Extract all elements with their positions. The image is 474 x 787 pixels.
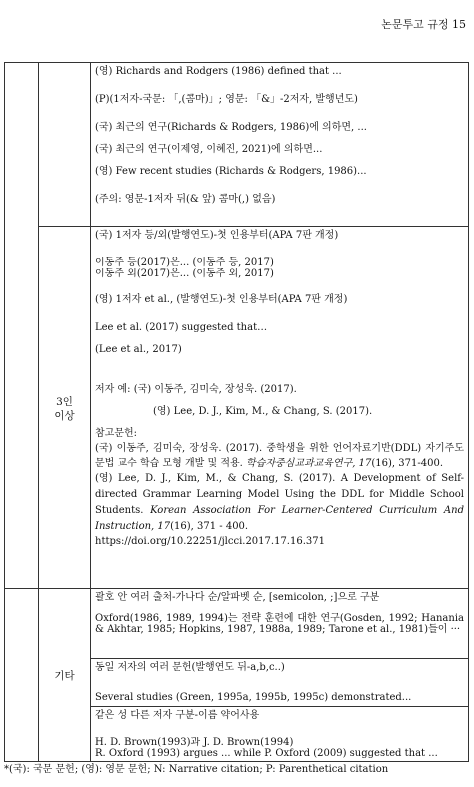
line: 괄호 안 여러 출처-가나다 순/알파벳 순, [semicolon, ;]으로 구분 xyxy=(95,592,380,603)
ref-pages: (16), 371-400. xyxy=(371,458,443,469)
line: 참고문헌: xyxy=(95,428,138,439)
doi-link[interactable]: https://doi.org/10.22251/jlcci.2017.17.16.371 xyxy=(95,536,325,547)
reference-korean xyxy=(95,441,464,471)
line: (국) 1저자 등/외(발행연도)-첫 인용부터(APA 7판 개정) xyxy=(95,230,339,241)
line: (영) Few recent studies (Richards & Rodgers, 1986)... xyxy=(95,166,367,177)
category-cell-three-plus xyxy=(39,227,91,589)
footnote: *(국): 국문 문헌; (영): 영문 문헌; N: Narrative citation; P: Parenthetical citation xyxy=(4,764,389,775)
ref-text: (영) Lee, D. J., Kim, M., & Chang, S. (2017). A Development of Self-directed Grammar Learning Model Using the DDL for Middle School Students. xyxy=(95,473,464,516)
table-row xyxy=(5,589,469,762)
reference-english xyxy=(95,471,464,535)
line: (주의: 영문-1저자 뒤(& 앞) 콤마(,) 없음) xyxy=(95,194,276,205)
ref-journal: Korean Association For Learner-Centered Curriculum And Instruction, 17 xyxy=(95,505,464,532)
content-cell-other xyxy=(91,589,469,762)
section-multiple-sources xyxy=(91,589,468,659)
line: (영) Richards and Rodgers (1986) defined that ... xyxy=(95,66,342,77)
line: Oxford(1986, 1989, 1994)는 전략 훈련에 대한 연구(Gosden, 1992; Hanania & Akhtar, 1985; Hopkins, 1987, 1988a, 1989; Tarone et al., 1981)들이 ··· xyxy=(95,613,464,635)
line: (영) Lee, D. J., Kim, M., & Chang, S. (2017). xyxy=(153,406,373,417)
line: 이동주 외(2017)은... (이동주 외, 2017) xyxy=(95,268,274,279)
line: Lee et al. (2017) suggested that… xyxy=(95,322,268,333)
line: 저자 예: (국) 이동주, 김미숙, 장성욱. (2017). xyxy=(95,384,297,395)
line: (국) 최근의 연구(Richards & Rodgers, 1986)에 의하면, ... xyxy=(95,122,367,133)
group-cell xyxy=(5,63,39,589)
group-cell-other xyxy=(5,589,39,762)
category-cell-other: 기타 xyxy=(39,589,91,762)
line: 이동주 등(2017)은... (이동주 등, 2017) xyxy=(95,257,274,268)
line: (영) 1저자 et al., (발행연도)-첫 인용부터(APA 7판 개정) xyxy=(95,294,348,305)
section-same-author xyxy=(91,659,468,707)
ref-text: (국) 이동주, 김미숙, 장성욱. (2017). 중학생을 위한 언어자료기반(DDL) 자기주도 문법 교수 학습 모형 개발 및 적용. xyxy=(95,443,464,469)
content-cell-three-plus xyxy=(91,227,469,589)
line: Several studies (Green, 1995a, 1995b, 1995c) demonstrated... xyxy=(95,692,412,703)
section-same-surname xyxy=(91,707,468,761)
line: 같은 성 다른 저자 구분-이름 약어사용 xyxy=(95,710,260,721)
running-header: 논문투고 규정 15 xyxy=(381,18,466,31)
table-row xyxy=(5,227,469,589)
line: (P)(1저자-국문: 「,(콤마)」; 영문: 「&」-2저자, 발행년도) xyxy=(95,94,358,105)
ref-pages: (16), 371 - 400. xyxy=(170,521,249,532)
line: 동일 저자의 여러 문헌(발행연도 뒤-a,b,c..) xyxy=(95,662,285,673)
content-cell-two-authors xyxy=(91,63,469,227)
ref-journal: 학습자중심교과교육연구, 17 xyxy=(246,458,372,469)
category-label: 3인 이상 xyxy=(54,395,75,422)
line: H. D. Brown(1993)과 J. D. Brown(1994) xyxy=(95,737,294,748)
line: R. Oxford (1993) argues ... while P. Oxford (2009) suggested that ... xyxy=(95,748,438,759)
citation-rules-table xyxy=(4,62,469,762)
category-cell xyxy=(39,63,91,227)
line: (국) 최근의 연구(이제영, 이혜진, 2021)에 의하면... xyxy=(95,144,323,155)
line: (Lee et al., 2017) xyxy=(95,344,182,355)
table-row xyxy=(5,63,469,227)
